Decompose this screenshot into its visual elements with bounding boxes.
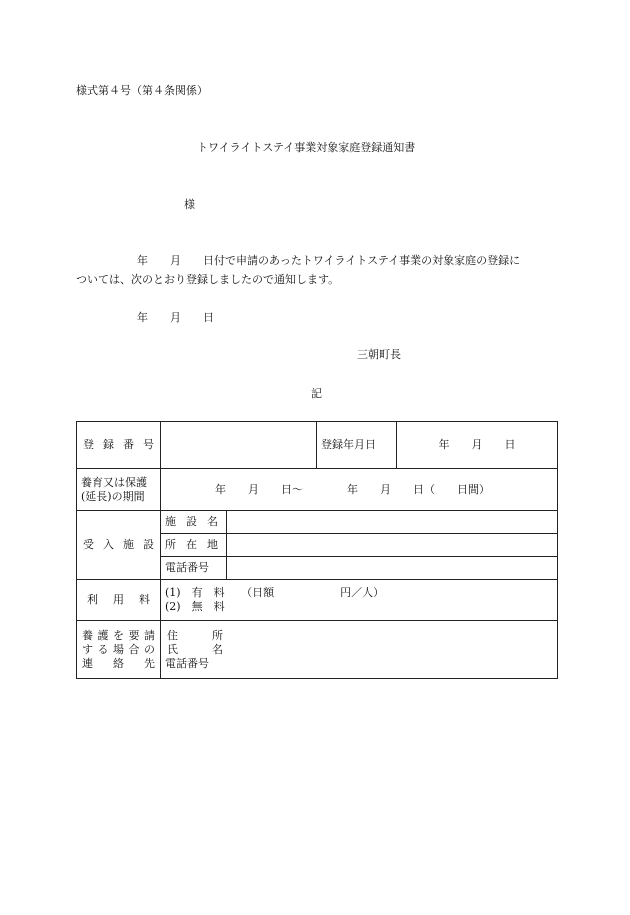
body-line-2: ついては、次のとおり登録しましたので通知します。 (76, 273, 340, 286)
table-row (77, 511, 558, 534)
period-label: 養育又は保護 (延長)の期間 (77, 469, 161, 511)
period-field[interactable]: 年 月 日～ 年 月 日（ 日間） (161, 469, 558, 511)
table-row (77, 580, 558, 621)
facility-phone-field[interactable] (227, 557, 558, 580)
fee-options (161, 580, 558, 621)
contact-name-label: 氏 名 (167, 642, 223, 656)
facility-address-label: 所 在 地 (161, 534, 227, 557)
issue-date: 年 月 日 (137, 311, 214, 324)
document-title: トワイライトステイ事業対象家庭登録通知書 (197, 141, 416, 154)
addressee-honorific: 様 (184, 198, 195, 211)
facility-label: 受 入 施 設 (77, 511, 161, 580)
ki-heading: 記 (311, 387, 322, 400)
reg-date-field[interactable]: 年 月 日 (397, 422, 558, 469)
reg-no-field[interactable] (161, 422, 317, 469)
registration-table (76, 421, 558, 679)
fee-option-paid[interactable]: (1) 有 料 （日額 円／人） (165, 586, 385, 599)
contact-fields[interactable] (161, 621, 558, 679)
contact-phone-label: 電話番号 (165, 656, 209, 670)
contact-label: 養 護 を 要 請 す る 場 合 の 連 絡 先 (77, 621, 161, 679)
table-row (77, 469, 558, 511)
reg-date-label: 登録年月日 (317, 422, 397, 469)
issuer-name: 三朝町長 (357, 348, 401, 361)
reg-no-label: 登 録 番 号 (77, 422, 161, 469)
contact-address-label: 住 所 (167, 628, 223, 642)
fee-option-free[interactable]: (2) 無 料 (165, 600, 225, 613)
facility-name-label: 施 設 名 (161, 511, 227, 534)
table-row (77, 621, 558, 679)
table-row (77, 422, 558, 469)
form-number: 様式第４号（第４条関係） (76, 84, 208, 97)
facility-address-field[interactable] (227, 534, 558, 557)
facility-phone-label: 電話番号 (161, 557, 227, 580)
body-line-1: 年 月 日付で申請のあったトワイライトステイ事業の対象家庭の登録に (137, 254, 521, 267)
facility-name-field[interactable] (227, 511, 558, 534)
fee-label: 利 用 料 (77, 580, 161, 621)
